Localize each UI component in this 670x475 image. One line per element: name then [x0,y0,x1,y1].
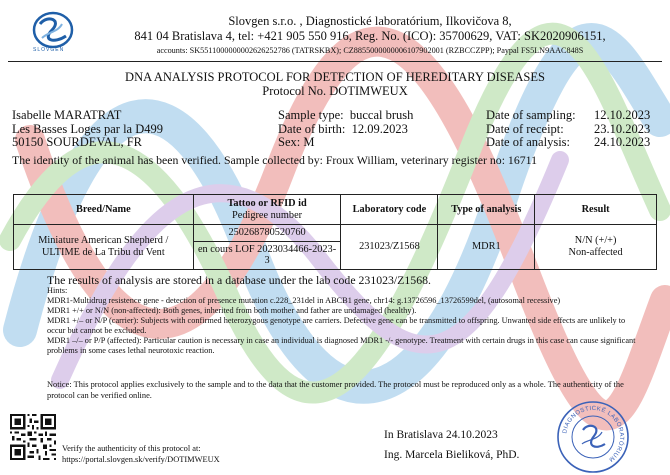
sampling-date: 12.10.2023 [594,108,651,122]
hints-title: Hints: [47,286,68,295]
slovgen-logo [32,10,74,50]
lab-code-header: Laboratory code [341,195,438,225]
protocol-title: DNA ANALYSIS PROTOCOL FOR DETECTION OF HEREDITARY DISEASES [125,70,545,84]
tattoo-header-label: Tattoo or RFID id [227,198,307,209]
logo-text: SLOVGEN [33,47,65,53]
dob-value: 12.09.2023 [351,121,408,136]
signatory-name: Ing. Marcela Bieliková, PhD. [384,449,520,461]
owner-block [12,109,163,150]
header-accounts-line: accounts: SK5511000000002626252786 (TATRSKBX); CZ8855000000006107902001 (RZBCCZPP); Paypal FS5LN9AAC848S [156,46,584,55]
pedigree-value: en cours LOF 2023034466-2023-3 [194,241,341,269]
result-cell [535,225,657,270]
receipt-label: Date of receipt: [486,121,564,136]
protocol-title-block [0,70,670,98]
sample-type-label: Sample type: [278,108,344,122]
analysis-cell: MDR1 [438,225,535,270]
hints-block [47,286,637,356]
pedigree-header-label: Pedigree number [232,209,303,221]
verify-url[interactable]: https://portal.slovgen.sk/verify/DOTIMWEUX [62,454,220,464]
sample-block [278,109,413,150]
result-header: Result [535,195,657,225]
dates-labels [486,109,576,150]
tattoo-header [193,195,341,225]
receipt-date: 23.10.2023 [594,121,651,136]
sample-type-value: buccal brush [349,108,414,122]
owner-address-1: Les Basses Loges par la D499 [12,121,164,136]
dates-values [594,109,650,150]
result-genotype: N/N (+/+) [574,235,617,247]
header-divider [8,61,662,62]
hint-line-4: MDR1 –/– or P/P (affected): Particular caution is necessary in case an individual is diagnosed MDR1 -/- genotype. Treatment with certain drugs in this case can cause significant problems in some cases lethal neurotoxic reaction. [47,336,636,355]
breed-line-2: ULTIME de La Tribu du Vent [41,246,165,258]
sampling-label: Date of sampling: [486,108,576,122]
result-status: Non-affected [568,246,623,258]
protocol-number: Protocol No. DOTIMWEUX [262,84,408,98]
hint-line-1: MDR1-Multidrug resistence gene - detection of presence mutation c.228_231del in ABCB1 gene, chr14: g.13726596_13726599del, (autosomal recessive) [47,296,561,305]
id-cell [193,225,341,270]
sex-value: M [303,135,315,149]
sex-label: Sex: [278,135,301,149]
breed-cell [14,225,194,270]
identity-line: The identity of the animal has been verified. Sample collected by: Froux William, veterinary register no: 16711 [12,153,537,167]
table-row [14,225,657,270]
verify-text: Verify the authenticity of this protocol at: [62,444,201,453]
signature-block [384,425,519,465]
header-company-line: Slovgen s.r.o. , Diagnostické laboratórium, Ilkovičova 8, [228,14,512,28]
notice-text: Notice: This protocol applies exclusively to the sample and to the data that the customer provided. The protocol must be reproduced only as a whole. The authenticity of the protocol can be verified online. [47,380,624,400]
dob-label: Date of birth: [278,121,346,136]
breed-header: Breed/Name [14,195,194,225]
hint-line-2: MDR1 +/+ or N/N (non-affected): Both genes, inherited from both mother and father are undamaged (healthy). [47,306,417,315]
breed-line-1: Miniature American Shepherd / [38,235,169,247]
hint-line-3: MDR1 +/– or N/P (carrier): Subjects with confirmed heterozygous genotype are carriers. Defective gene can be transmitted to offspring. Unwanted side effects are unlikely to occur but cannot be excluded. [47,316,626,335]
signature-place-date: In Bratislava 24.10.2023 [384,429,498,441]
analysis-label: Date of analysis: [486,135,571,149]
analysis-type-header: Type of analysis [438,195,535,225]
results-table [13,194,657,270]
header-address-line: 841 04 Bratislava 4, tel: +421 905 550 916, Reg. No. (ICO): 35700629, VAT: SK2020906151, [134,29,606,43]
svg-text:DIAGNOSTICKÉ LABORATÓRIUM: DIAGNOSTICKÉ LABORATÓRIUM [562,405,625,463]
results-stored-text: The results of analysis are stored in a database under the lab code 231023/Z1568. [47,273,431,287]
owner-name: Isabelle MARATRAT [12,108,122,122]
owner-address-2: 50150 SOURDEVAL, FR [12,135,142,149]
verify-block [62,444,220,465]
analysis-date: 24.10.2023 [594,135,651,149]
laboratory-stamp [556,400,630,474]
qr-code [10,414,56,460]
lab-code-cell: 231023/Z1568 [341,225,438,270]
rfid-value: 250268780520760 [228,227,306,238]
table-header-row [14,195,657,225]
